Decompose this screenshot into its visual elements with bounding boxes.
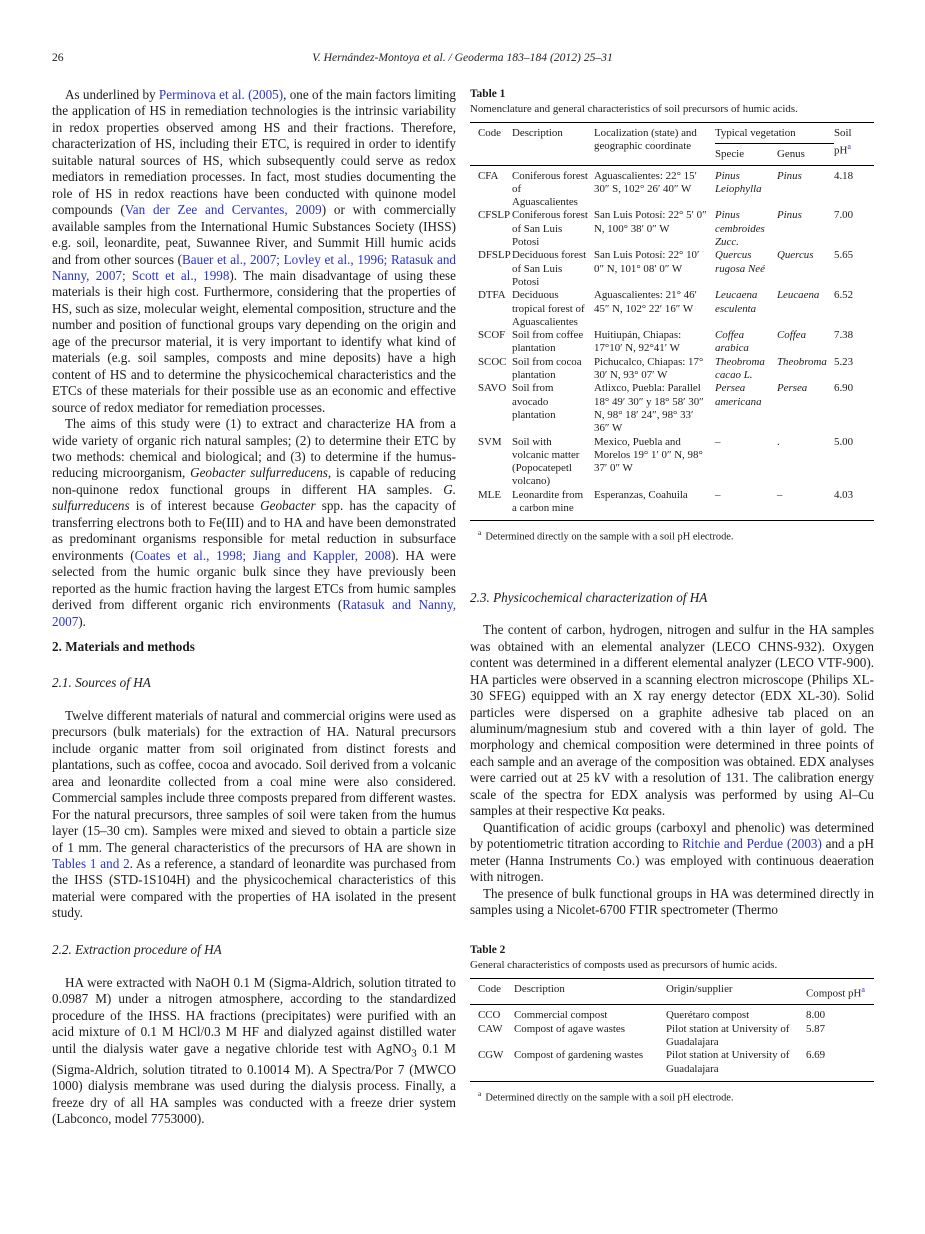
cell-localization: Pichucalco, Chiapas: 17° 30′ N, 93° 07′ W	[594, 355, 704, 382]
cell-code: CGW	[478, 1049, 504, 1062]
table-row	[470, 289, 874, 329]
cell-compost-ph: 5.87	[806, 1022, 826, 1035]
cell-code: CAW	[478, 1022, 503, 1035]
footnote-marker[interactable]: a	[861, 985, 865, 995]
cell-code: CFA	[478, 169, 499, 182]
cell-localization: San Luis Potosí: 22° 5′ 0″ N, 100° 38′ 0″ W	[594, 209, 707, 235]
table-row	[470, 356, 874, 383]
col-header-localization: Localization (state) and geographic coordinate	[594, 123, 715, 166]
cell-soil-ph: 4.18	[834, 169, 854, 182]
text-run: , one of the main factors limiting the application of HS in remediation technologies is the intrinsic variability in redox properties observed among HS and their fractions. Therefore, characterization of HS, including their ETC, is required in order to identify suitable natural sources of HS, which subsequently could serve as redox mediators in remediation processes. In fact, most studies documenting the role of HS in redox reactions have been conducted with quinone model compounds (	[52, 87, 456, 218]
col-header-specie: Specie	[715, 144, 777, 165]
cell-genus: Coffea	[777, 329, 807, 342]
table-1-label: Table 1	[470, 88, 506, 100]
text-run: . As a reference, a standard of leonardite was purchased from the IHSS (STD-1S104H) and the physicochemical characteristics of this material were compared with the properties of HA isolated in the present study.	[52, 856, 457, 921]
cell-origin: Querétaro compost	[666, 1009, 750, 1022]
cell-soil-ph: 7.00	[834, 209, 854, 222]
table-1-footnote	[470, 527, 874, 544]
cell-soil-ph: 7.38	[834, 329, 854, 342]
table-2-block	[470, 944, 874, 1104]
cell-genus: –	[777, 488, 783, 501]
paragraph-intro	[52, 87, 456, 416]
cell-genus: .	[777, 435, 780, 448]
cell-genus: Pinus	[777, 169, 802, 182]
cell-description: Compost of agave wastes	[514, 1022, 626, 1035]
text-run: HA were extracted with NaOH 0.1 M (Sigma-Aldrich, solution titrated to 0.0987 M) under a nitrogen atmosphere, according to the standardized procedure of the IHSS. HA fractions (precipitates) were purified with an acid mixture of 0.1 M HCl/0.3 M HF and dialyzed against distilled water until the dialysis water gave a negative chloride test with AgNO	[52, 974, 456, 1056]
col-header-compost-ph	[806, 979, 874, 1005]
cell-specie: Pinus cembroides Zucc.	[715, 209, 765, 249]
paragraph-physico-2	[470, 820, 874, 886]
cell-genus: Leucaena	[777, 289, 820, 302]
table-row	[470, 489, 874, 521]
text-run: ). The main disadvantage of using these materials is their high cost. Furthermore, considering that the properties of HS, such as size, molecular weight, elemental composition, structure and the number and position of functional groups vary depending on the origin and age of the precursor material, it is very important to identify what kind of materials (e.g. soil samples, composts and mine deposits) have a high content of HS and to determine the physicochemical characteristics and the ETCs of these materials for their possible use as an economic and effective source of redox mediator for remediation processes.	[52, 267, 456, 415]
paragraph-physico-3	[470, 886, 874, 919]
citation-link-perminova[interactable]: Perminova et al. (2005)	[158, 87, 284, 102]
text-run: Twelve different materials of natural and commercial origins were used as precursors (bulk materials) for the extraction of HA. Natural precursors include organic matter from soil originated from distinct forests and plantations, such as coffee, cocoa and avocado. Soil derived from a volcanic area and leonardite collected from a coal mine were also considered. Commercial samples include three composts prepared from different wastes. For the natural precursors, three samples of soil were taken from the humus layer (15–30 cm). Samples were mixed and sieved to obtain a particle size of 1 mm. The general characteristics of the precursors of HA are shown in	[52, 707, 456, 855]
table-header-row	[470, 123, 874, 144]
chemical-subscript: 3	[411, 1047, 417, 1060]
col-header-origin-supplier: Origin/supplier	[666, 979, 806, 1005]
table-2-caption: General characteristics of composts used as precursors of humic acids.	[470, 958, 778, 971]
cell-code: SCOC	[478, 355, 507, 368]
cell-specie: Quercus rugosa Neé	[715, 249, 765, 275]
cell-localization: Esperanzas, Coahuila	[594, 488, 688, 501]
species-name: Geobacter sulfurreducens	[190, 465, 328, 481]
cell-code: MLE	[478, 488, 501, 501]
footnote-marker: a	[478, 528, 482, 538]
cell-description: Leonardite from a carbon mine	[512, 488, 584, 515]
cell-genus: Persea	[777, 382, 808, 395]
cell-specie: Leucaena esculenta	[715, 289, 758, 315]
cell-code: DFSLP	[478, 249, 511, 262]
table-row	[470, 165, 874, 209]
cell-soil-ph: 4.03	[834, 488, 854, 501]
col-header-description: Description	[512, 123, 594, 166]
cell-specie: Pinus Leiophylla	[715, 169, 762, 195]
paragraph-aims	[52, 416, 456, 630]
left-column	[52, 87, 456, 1128]
cell-specie: Theobroma cacao L.	[715, 355, 765, 382]
table-2-footnote	[470, 1088, 874, 1105]
citation-link-vanderzee[interactable]: Van der Zee and Cervantes, 2009	[124, 202, 322, 218]
text-run: spp. has the capacity of transferring electrons both to Fe(III) and to HA and have been demonstrated as predominant organisms responsible for metal reduction in subsurface environments (	[52, 498, 456, 563]
cell-description: Coniferous forest of San Luis Potosi	[512, 209, 588, 249]
citation-link-bauer-lovley-ratasuk-scott[interactable]: Bauer et al., 2007; Lovley et al., 1996; Ratasuk and Nanny, 2007; Scott et al., 1998	[52, 251, 456, 283]
cell-soil-ph: 5.65	[834, 249, 854, 262]
cell-description: Soil from avocado plantation	[512, 382, 556, 421]
table-row	[470, 1005, 874, 1023]
col-header-soil-ph	[834, 123, 874, 166]
footnote-marker[interactable]: a	[847, 142, 851, 152]
cell-code: SVM	[478, 435, 502, 448]
species-name: G. sulfurreducens	[52, 481, 456, 514]
paragraph-extraction	[52, 975, 456, 1128]
page-header	[52, 51, 873, 64]
table-2	[470, 978, 874, 1081]
cell-description: Deciduous forest of San Luis Potosi	[512, 249, 587, 288]
citation-link-coates-jiang[interactable]: Coates et al., 1998; Jiang and Kappler, 2008	[134, 547, 392, 563]
col-header-description: Description	[514, 979, 666, 1005]
text-run: The presence of bulk functional groups in HA was determined directly in samples using a Nicolet-6700 FTIR spectrometer (Thermo	[470, 885, 874, 917]
section-heading-materials-methods: 2. Materials and methods	[52, 638, 195, 654]
table-1-caption: Nomenclature and general characteristics of soil precursors of humic acids.	[470, 102, 798, 115]
cell-description: Coniferous forest of Aguascalientes	[512, 169, 588, 209]
cell-origin: Pilot station at University of Guadalajara	[666, 1022, 790, 1048]
cell-localization: Aguascalientes: 21° 46′ 45″ N, 102° 22′ 16″ W	[594, 289, 697, 315]
cell-genus: Pinus	[777, 209, 802, 222]
cell-soil-ph: 5.00	[834, 435, 854, 448]
table-reference-link[interactable]: Tables 1 and 2	[52, 856, 130, 872]
cell-description: Commercial compost	[514, 1009, 608, 1022]
text-run: The aims of this study were (1) to extract and characterize HA from a wide variety of organic rich natural samples; (2) to determine their ETC by two methods: chemical and biological; and (3) to determine if the humus-reducing microorganism,	[52, 416, 456, 481]
text-run: Quantification of acidic groups (carboxyl and phenolic) was determined by potentiometric titration according to	[470, 819, 874, 852]
cell-code: CFSLP	[478, 209, 511, 222]
cell-description: Soil with volcanic matter (Popocatepetl volcano)	[512, 435, 580, 488]
cell-specie: Coffea arabica	[715, 329, 749, 355]
right-column	[470, 88, 874, 1105]
cell-soil-ph: 5.23	[834, 355, 854, 368]
cell-code: DTFA	[478, 289, 506, 302]
table-row	[470, 1049, 874, 1081]
col-header-typical-vegetation: Typical vegetation	[715, 123, 834, 144]
compost-ph-label: Compost pH	[806, 988, 862, 1001]
text-run: ) or with commercially available samples from the International Humic Substances Society (IHSS) e.g. soil, leonardite, peat, Suwannee River, and Summit Hill humic acids and from other sources (	[52, 202, 456, 267]
footnote-text: Determined directly on the sample with a soil pH electrode.	[485, 531, 734, 543]
cell-code: SCOF	[478, 329, 506, 342]
text-run: As underlined by	[65, 87, 159, 102]
cell-origin: Pilot station at University of Guadalajara	[666, 1049, 790, 1075]
table-row	[470, 436, 874, 489]
cell-genus: Quercus	[777, 249, 814, 262]
text-run: , is capable of reducing non-quinone redox functional groups in different HA samples.	[52, 465, 456, 497]
cell-compost-ph: 8.00	[806, 1009, 826, 1022]
cell-description: Soil from cocoa plantation	[512, 355, 582, 382]
table-header-row	[470, 979, 874, 1005]
species-name: Geobacter	[260, 498, 316, 514]
table-row	[470, 382, 874, 435]
text-run: ). HA were selected from the humic organic bulk since they have previously been reported as the humic fraction having the largest ETCs from humic samples derived from different organic rich environments (	[52, 547, 456, 613]
cell-genus: Theobroma	[777, 355, 827, 368]
cell-code: SAVO	[478, 382, 507, 395]
table-row	[470, 329, 874, 356]
cell-specie: –	[715, 435, 721, 448]
text-run: 0.1 M (Sigma-Aldrich, solution titrated to 0.10014 M). A Spectra/Por 7 (MWCO 1000) dialysis membrane was used during the dialysis process. Finally, a freeze dry of all HA samples was conducted with a freeze drier system (Labconco, model 7753000).	[52, 1040, 456, 1127]
col-header-code: Code	[470, 123, 512, 166]
footnote-marker: a	[478, 1088, 482, 1098]
cell-specie: –	[715, 488, 721, 501]
section-heading-extraction-procedure: 2.2. Extraction procedure of HA	[52, 941, 222, 957]
cell-description: Compost of gardening wastes	[514, 1049, 644, 1062]
cell-compost-ph: 6.69	[806, 1049, 826, 1062]
section-heading-sources-of-ha: 2.1. Sources of HA	[52, 674, 151, 690]
text-run: ).	[78, 613, 86, 629]
cell-description: Soil from coffee plantation	[512, 329, 584, 355]
running-title: V. Hernández-Montoya et al. / Geoderma 183–184 (2012) 25–31	[312, 51, 613, 64]
cell-description: Deciduous tropical forest of Aguascalientes	[512, 289, 585, 328]
cell-localization: San Luis Potosí: 22° 10′ 0″ N, 101° 08′ 0″ W	[594, 249, 700, 275]
footnote-text: Determined directly on the sample with a soil pH electrode.	[485, 1092, 734, 1104]
cell-localization: Aguascalientes: 22° 15′ 30″ S, 102° 26′ 40″ W	[594, 169, 697, 195]
cell-localization: Mexico, Puebla and Morelos 19° 1′ 0″ N, 98° 37′ 0″ W	[594, 435, 703, 475]
text-run: The content of carbon, hydrogen, nitrogen and sulfur in the HA samples was obtained with an elemental analyzer (LECO CHNS-932). Oxygen content was determined in a different elemental analyzer (LECO VTF-900). HA particles were observed in a scanning electron microscope (Philips XL-30 SFEG) equipped with an X ray energy detector (EDX XL-30). Solid particles were dispersed on a graphite adhesive tab placed on an aluminum/magnesium stub and covered with a thin layer of gold. The morphology and chemical composition were determined in three points of each sample and an average of the composition was obtained. EDX analyses were carried out at 25 kV with a resolution of 131. The calibration energy scale of the spectra for EDX analysis was performed by using Al–Cu samples at their respective Kα peaks.	[470, 622, 874, 819]
cell-specie: Persea americana	[715, 382, 762, 408]
col-header-genus: Genus	[777, 144, 834, 165]
text-run: and a pH meter (Hanna Instruments Co.) was employed with continuous deaeration with nitrogen.	[470, 836, 874, 885]
citation-link-ratasuk[interactable]: Ratasuk and Nanny, 2007	[52, 597, 456, 629]
cell-soil-ph: 6.52	[834, 289, 854, 302]
table-row	[470, 1023, 874, 1050]
citation-link-ritchie-perdue[interactable]: Ritchie and Perdue (2003)	[682, 836, 822, 852]
text-run: is of interest because	[129, 498, 261, 514]
section-heading-physicochemical: 2.3. Physicochemical characterization of HA	[470, 590, 708, 606]
table-2-label: Table 2	[470, 944, 506, 957]
table-1-block	[470, 88, 874, 544]
table-row	[470, 209, 874, 249]
cell-code: CCO	[478, 1009, 501, 1022]
page-number: 26	[52, 51, 64, 64]
paragraph-sources	[52, 708, 456, 922]
col-header-code: Code	[470, 979, 514, 1005]
table-row	[470, 249, 874, 289]
cell-localization: Huitiupán, Chiapas: 17°10′ N, 92°41′ W	[594, 329, 682, 355]
cell-localization: Atlixco, Puebla: Parallel 18° 49′ 30″ y 18° 58′ 30″ N, 98° 18′ 24″, 98° 33′ 36″ W	[594, 382, 704, 435]
table-1	[470, 122, 874, 521]
soil-ph-label: Soil pH	[834, 127, 852, 157]
cell-soil-ph: 6.90	[834, 382, 854, 395]
paragraph-physico-1	[470, 622, 874, 819]
